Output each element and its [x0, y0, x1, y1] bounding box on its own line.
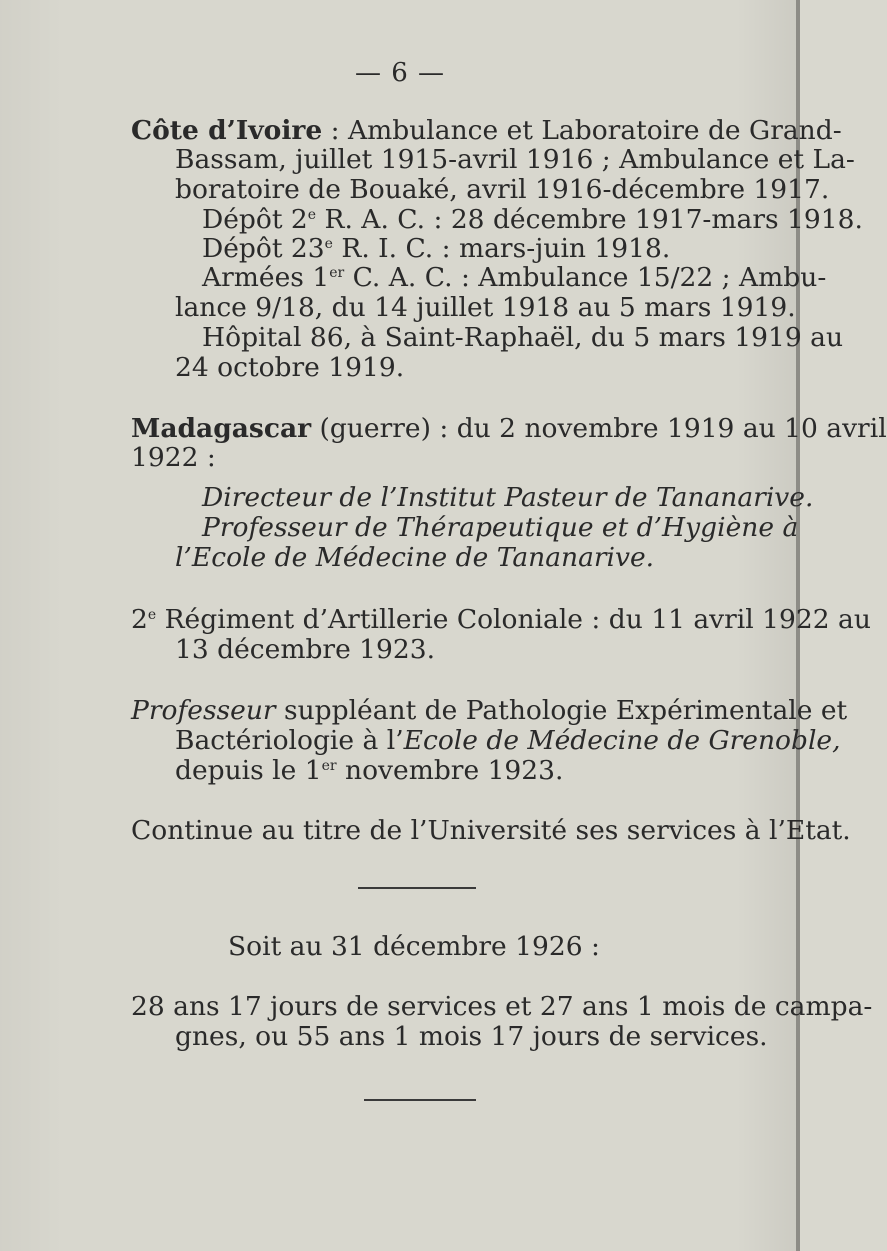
grenoble-line-3 — [175, 755, 563, 787]
summary-line-2: gnes, ou 55 ans 1 mois 17 jours de services. — [175, 1021, 768, 1052]
continue-line: Continue au titre de l’Université ses services à l’Etat. — [131, 815, 851, 846]
madagascar-heading: Madagascar — [131, 413, 312, 444]
summary-line-1: 28 ans 17 jours de services et 27 ans 1 mois de campa- — [131, 991, 873, 1022]
cote-ivoire-line-1 — [131, 115, 842, 147]
armees-sup: er — [329, 265, 345, 281]
hopital-line-1: Hôpital 86, à Saint-Raphaël, du 5 mars 1919 au — [202, 322, 844, 353]
summary-soit: Soit au 31 décembre 1926 : — [228, 931, 600, 962]
regiment-text-b: Régiment d’Artillerie Coloniale : du 11 avril 1922 au — [156, 604, 871, 635]
page-number: — 6 — — [354, 58, 446, 88]
depot-2-rac-text-b: R. A. C. : 28 décembre 1917-mars 1918. — [316, 204, 863, 235]
professeur-therapeutique-line-2: l’Ecole de Médecine de Tananarive. — [175, 542, 655, 573]
depot-23-ric-text-b: R. I. C. : mars-juin 1918. — [332, 233, 671, 264]
madagascar-line-2: 1922 : — [131, 442, 216, 473]
professeur-therapeutique-line-1: Professeur de Thérapeutique et d’Hygiène à — [202, 512, 799, 543]
cote-ivoire-heading: Côte d’Ivoire — [131, 115, 323, 146]
depot-23-ric-sup: e — [324, 236, 333, 252]
grenoble-line-3-text-a: depuis le 1 — [175, 755, 322, 786]
armees-line-2: lance 9/18, du 14 juillet 1918 au 5 mars 1919. — [175, 292, 796, 323]
regiment-sup: e — [147, 607, 157, 623]
regiment-line-2: 13 décembre 1923. — [175, 634, 436, 665]
depot-23-ric-line — [202, 233, 670, 265]
cote-ivoire-line-1-text: : Ambulance et Laboratoire de Grand- — [322, 115, 842, 146]
grenoble-line-3-text-b: novembre 1923. — [336, 755, 564, 786]
depot-2-rac-text-a: Dépôt 2 — [202, 204, 308, 235]
madagascar-line-1 — [131, 413, 887, 445]
directeur-line: Directeur de l’Institut Pasteur de Tananarive. — [202, 482, 814, 513]
grenoble-line-1 — [131, 695, 847, 727]
grenoble-line-1-text: suppléant de Pathologie Expérimentale et — [275, 695, 848, 726]
regiment-text-a: 2 — [131, 604, 148, 635]
separator-rule-top — [358, 887, 476, 889]
grenoble-line-2-text: Bactériologie à l’ — [175, 725, 404, 756]
grenoble-ecole: Ecole de Médecine de Grenoble, — [403, 725, 841, 756]
cote-ivoire-line-2: Bassam, juillet 1915-avril 1916 ; Ambulance et La- — [175, 144, 855, 175]
cote-ivoire-line-3: boratoire de Bouaké, avril 1916-décembre 1917. — [175, 174, 830, 205]
grenoble-line-2 — [175, 725, 841, 757]
armees-text-a: Armées 1 — [202, 262, 330, 293]
hopital-line-2: 24 octobre 1919. — [175, 352, 405, 383]
armees-text-b: C. A. C. : Ambulance 15/22 ; Ambu- — [344, 262, 827, 293]
depot-2-rac-sup: e — [307, 207, 317, 223]
grenoble-professeur: Professeur — [131, 695, 276, 726]
depot-2-rac-line — [202, 204, 863, 236]
regiment-line-1 — [131, 604, 871, 636]
armees-line-1 — [202, 262, 826, 294]
separator-rule-bottom — [364, 1099, 476, 1101]
grenoble-line-3-sup: er — [321, 758, 337, 774]
madagascar-line-1-text: (guerre) : du 2 novembre 1919 au 10 avril — [311, 413, 887, 444]
depot-23-ric-text-a: Dépôt 23 — [202, 233, 325, 264]
